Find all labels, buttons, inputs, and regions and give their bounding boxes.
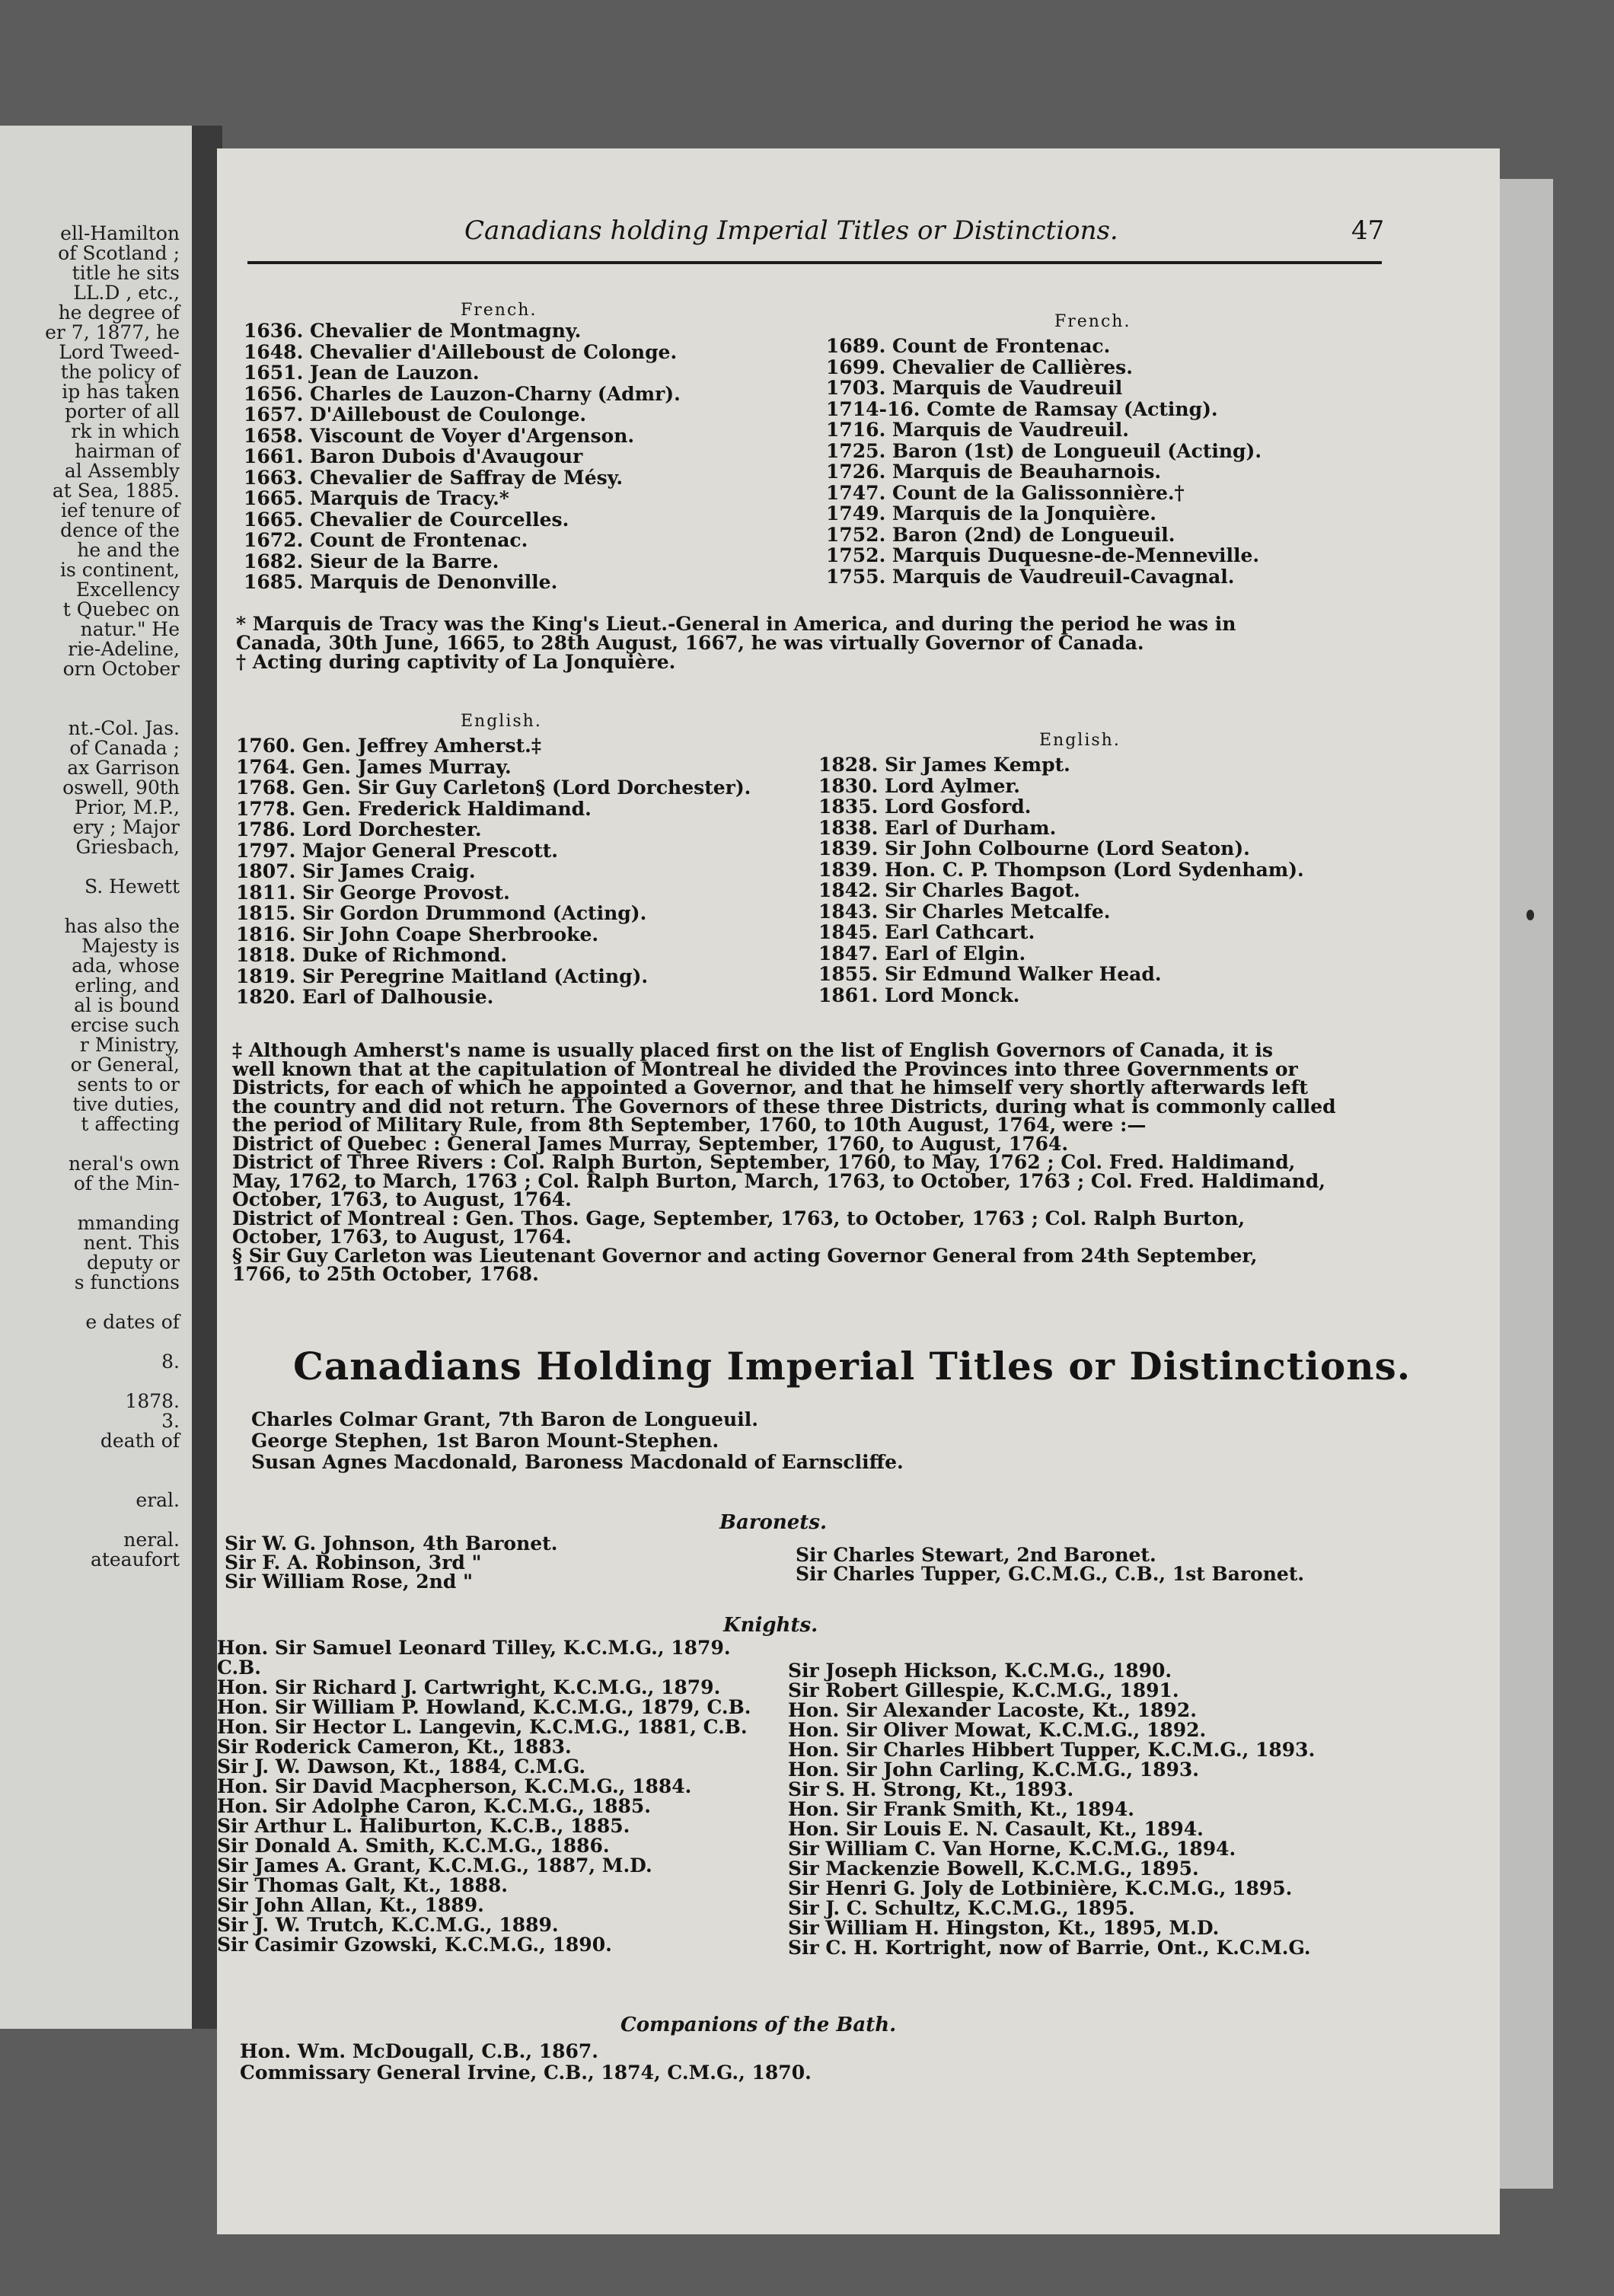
list-item: 1716. Marquis de Vaudreuil. xyxy=(826,419,1129,441)
knight-entry: Hon. Sir Charles Hibbert Tupper, K.C.M.G., 1893. xyxy=(788,1739,1316,1761)
left-page-line: title he sits xyxy=(72,262,180,284)
list-item: 1847. Earl of Elgin. xyxy=(818,942,1026,965)
knight-entry: Sir J. W. Trutch, K.C.M.G., 1889. xyxy=(217,1914,559,1936)
left-page-line: al is bound xyxy=(74,994,180,1016)
knight-entry: Sir Casimir Gzowski, K.C.M.G., 1890. xyxy=(217,1934,612,1956)
knight-entry: Hon. Sir John Carling, K.C.M.G., 1893. xyxy=(788,1759,1200,1781)
list-item: 1755. Marquis de Vaudreuil-Cavagnal. xyxy=(826,565,1235,588)
left-page-line: porter of all xyxy=(65,400,180,423)
baronet-entry: Sir William Rose, 2nd " xyxy=(225,1571,474,1593)
peer-entry: George Stephen, 1st Baron Mount-Stephen. xyxy=(251,1430,719,1452)
left-page-line: nt.-Col. Jas. xyxy=(68,717,180,739)
footnote-line: † Acting during captivity of La Jonquière. xyxy=(236,651,676,673)
left-page-line: eral. xyxy=(136,1489,180,1511)
baronet-entry: Sir Charles Tupper, G.C.M.G., C.B., 1st Baronet. xyxy=(796,1563,1305,1585)
knight-entry: Sir S. H. Strong, Kt., 1893. xyxy=(788,1778,1074,1800)
left-page-line: natur." He xyxy=(80,618,180,640)
left-page-line: of the Min- xyxy=(73,1172,180,1194)
knight-entry: Sir Roderick Cameron, Kt., 1883. xyxy=(217,1736,572,1758)
footnote-line: May, 1762, to March, 1763 ; Col. Ralph Burton, March, 1763, to October, 1763 ; Col. Fred. Haldimand, xyxy=(232,1169,1325,1192)
left-page-line: hairman of xyxy=(75,440,180,462)
companion-entry: Commissary General Irvine, C.B., 1874, C.M.G., 1870. xyxy=(240,2062,812,2084)
left-page-line: 1878. xyxy=(125,1390,180,1412)
left-page-line: ief tenure of xyxy=(60,499,180,521)
list-item: 1760. Gen. Jeffrey Amherst.‡ xyxy=(236,735,541,757)
knight-entry: Sir James A. Grant, K.C.M.G., 1887, M.D. xyxy=(217,1854,652,1877)
footnote-line: * Marquis de Tracy was the King's Lieut.-General in America, and during the period he was in xyxy=(236,613,1236,635)
left-page-line: rk in which xyxy=(71,420,180,442)
footnote-line: the country and did not return. The Governors of these three Districts, during what is commonly called xyxy=(232,1095,1336,1118)
companions-heading: Companions of the Bath. xyxy=(620,2014,897,2036)
section-title: Canadians Holding Imperial Titles or Distinctions. xyxy=(293,1344,1411,1389)
list-item: 1689. Count de Frontenac. xyxy=(826,335,1111,357)
left-page-line: mmanding xyxy=(77,1212,180,1234)
list-item: 1682. Sieur de la Barre. xyxy=(244,550,499,572)
main-page xyxy=(217,148,1500,2234)
list-item: 1820. Earl of Dalhousie. xyxy=(236,986,494,1008)
knight-entry: Hon. Sir Alexander Lacoste, Kt., 1892. xyxy=(788,1699,1197,1721)
list-item: 1842. Sir Charles Bagot. xyxy=(818,879,1080,901)
footnote-line: District of Montreal : Gen. Thos. Gage, September, 1763, to October, 1763 ; Col. Ralph Burton, xyxy=(232,1207,1246,1229)
footnote-line: Districts, for each of which he appointed a Governor, and that he himself very shortly afterwards left xyxy=(232,1076,1308,1099)
left-page-line: neral. xyxy=(123,1529,180,1551)
left-page-line: ercise such xyxy=(70,1014,180,1036)
list-item: 1819. Sir Peregrine Maitland (Acting). xyxy=(236,965,649,987)
footnote-line: the period of Military Rule, from 8th September, 1760, to 10th August, 1764, were :— xyxy=(232,1114,1147,1136)
baronets-heading: Baronets. xyxy=(719,1511,828,1534)
knight-entry: Sir J. C. Schultz, K.C.M.G., 1895. xyxy=(788,1897,1135,1919)
english-right-heading: English. xyxy=(1039,731,1121,750)
list-item: 1651. Jean de Lauzon. xyxy=(244,362,480,384)
list-item: 1845. Earl Cathcart. xyxy=(818,921,1035,943)
knight-entry: Hon. Sir Samuel Leonard Tilley, K.C.M.G., 1879. xyxy=(217,1637,731,1659)
list-item: 1661. Baron Dubois d'Avaugour xyxy=(244,445,583,467)
knights-heading: Knights. xyxy=(723,1614,818,1637)
left-page-line: ada, whose xyxy=(72,955,180,977)
footnote-line: § Sir Guy Carleton was Lieutenant Governor and acting Governor General from 24th September, xyxy=(232,1244,1258,1267)
footnote-line: District of Quebec : General James Murray, September, 1760, to August, 1764. xyxy=(232,1132,1069,1155)
knight-entry: Sir William H. Hingston, Kt., 1895, M.D. xyxy=(788,1917,1220,1939)
list-item: 1838. Earl of Durham. xyxy=(818,816,1057,839)
companion-entry: Hon. Wm. McDougall, C.B., 1867. xyxy=(240,2040,599,2062)
footnote-line: well known that at the capitulation of Montreal he divided the Provinces into three Governments or xyxy=(232,1057,1298,1080)
left-facing-page xyxy=(0,126,192,2029)
knight-entry: Sir Arthur L. Haliburton, K.C.B., 1885. xyxy=(217,1815,630,1837)
list-item: 1818. Duke of Richmond. xyxy=(236,944,508,966)
list-item: 1665. Marquis de Tracy.* xyxy=(244,487,509,509)
left-page-line: Griesbach, xyxy=(75,836,180,858)
baronet-entry: Sir W. G. Johnson, 4th Baronet. xyxy=(225,1532,558,1555)
list-item: 1714-16. Comte de Ramsay (Acting). xyxy=(826,397,1218,420)
knight-entry: Hon. Sir David Macpherson, K.C.M.G., 1884. xyxy=(217,1775,692,1797)
left-page-line: Lord Tweed- xyxy=(59,341,180,363)
list-item: 1839. Hon. C. P. Thompson (Lord Sydenham). xyxy=(818,858,1304,881)
knight-entry: Sir C. H. Kortright, now of Barrie, Ont., K.C.M.G. xyxy=(788,1937,1311,1959)
left-page-line: 8. xyxy=(161,1350,180,1373)
list-item: 1786. Lord Dorchester. xyxy=(236,818,482,840)
left-page-line: orn October xyxy=(62,658,180,680)
left-page-line: he and the xyxy=(77,539,180,561)
french-left-heading: French. xyxy=(461,301,537,320)
baronet-entry: Sir F. A. Robinson, 3rd " xyxy=(225,1551,482,1574)
list-item: 1811. Sir George Provost. xyxy=(236,881,510,904)
knight-entry: Sir Henri G. Joly de Lotbinière, K.C.M.G., 1895. xyxy=(788,1877,1293,1899)
list-item: 1807. Sir James Craig. xyxy=(236,860,476,882)
list-item: 1764. Gen. James Murray. xyxy=(236,755,512,778)
left-page-line: nent. This xyxy=(83,1232,180,1254)
left-page-line: s functions xyxy=(74,1271,180,1293)
peer-entry: Charles Colmar Grant, 7th Baron de Longueuil. xyxy=(251,1408,758,1430)
knight-entry: C.B. xyxy=(217,1657,261,1679)
footnote-line: October, 1763, to August, 1764. xyxy=(232,1188,572,1210)
list-item: 1861. Lord Monck. xyxy=(818,984,1020,1006)
knight-entry: Hon. Sir Louis E. N. Casault, Kt., 1894. xyxy=(788,1818,1204,1840)
list-item: 1725. Baron (1st) de Longueuil (Acting). xyxy=(826,439,1262,462)
left-page-line: t Quebec on xyxy=(62,598,180,620)
left-page-line: death of xyxy=(100,1430,180,1452)
list-item: 1656. Charles de Lauzon-Charny (Admr). xyxy=(244,382,681,405)
knight-entry: Sir Thomas Galt, Kt., 1888. xyxy=(217,1874,508,1896)
list-item: 1816. Sir John Coape Sherbrooke. xyxy=(236,923,599,946)
header-rule xyxy=(247,261,1382,264)
footnote-line: 1766, to 25th October, 1768. xyxy=(232,1263,539,1285)
list-item: 1657. D'Ailleboust de Coulonge. xyxy=(244,403,587,426)
list-item: 1636. Chevalier de Montmagny. xyxy=(244,320,582,342)
left-page-line: ax Garrison xyxy=(67,757,180,779)
list-item: 1752. Baron (2nd) de Longueuil. xyxy=(826,523,1175,546)
left-page-line: deputy or xyxy=(86,1252,180,1274)
left-page-line: the policy of xyxy=(60,361,180,383)
list-item: 1843. Sir Charles Metcalfe. xyxy=(818,900,1111,923)
left-page-line: Prior, M.P., xyxy=(74,796,180,818)
knight-entry: Sir Donald A. Smith, K.C.M.G., 1886. xyxy=(217,1835,610,1857)
left-page-line: t affecting xyxy=(81,1113,180,1135)
list-item: 1855. Sir Edmund Walker Head. xyxy=(818,963,1162,985)
left-page-line: ery ; Major xyxy=(72,816,180,838)
left-page-line: 3. xyxy=(161,1410,180,1432)
speck-mark xyxy=(1526,910,1534,920)
left-page-line: of Scotland ; xyxy=(58,242,180,264)
knight-entry: Sir John Allan, Kt., 1889. xyxy=(217,1894,484,1916)
knight-entry: Sir Robert Gillespie, K.C.M.G., 1891. xyxy=(788,1679,1179,1701)
knight-entry: Hon. Sir Richard J. Cartwright, K.C.M.G., 1879. xyxy=(217,1676,721,1698)
footnote-line: October, 1763, to August, 1764. xyxy=(232,1226,572,1248)
list-item: 1778. Gen. Frederick Haldimand. xyxy=(236,797,592,820)
knight-entry: Hon. Sir Adolphe Caron, K.C.M.G., 1885. xyxy=(217,1795,651,1817)
left-page-line: e dates of xyxy=(85,1311,180,1333)
list-item: 1839. Sir John Colbourne (Lord Seaton). xyxy=(818,837,1250,859)
list-item: 1752. Marquis Duquesne-de-Menneville. xyxy=(826,544,1260,566)
left-page-line: S. Hewett xyxy=(84,875,180,898)
list-item: 1703. Marquis de Vaudreuil xyxy=(826,377,1123,399)
list-item: 1830. Lord Aylmer. xyxy=(818,774,1020,797)
list-item: 1726. Marquis de Beauharnois. xyxy=(826,461,1162,483)
list-item: 1797. Major General Prescott. xyxy=(236,839,559,862)
list-item: 1815. Sir Gordon Drummond (Acting). xyxy=(236,902,647,924)
french-right-heading: French. xyxy=(1054,312,1131,331)
footnote-line: ‡ Although Amherst's name is usually placed first on the list of English Governors of Canada, it is xyxy=(232,1039,1273,1061)
list-item: 1685. Marquis de Denonville. xyxy=(244,571,558,593)
english-left-heading: English. xyxy=(461,712,542,731)
left-page-line: er 7, 1877, he xyxy=(45,321,180,343)
left-page-line: sents to or xyxy=(77,1073,180,1095)
left-page-line: ip has taken xyxy=(62,381,180,403)
left-page-line: neral's own xyxy=(69,1153,180,1175)
peer-entry: Susan Agnes Macdonald, Baroness Macdonald of Earnscliffe. xyxy=(251,1451,904,1473)
knight-entry: Hon. Sir Frank Smith, Kt., 1894. xyxy=(788,1798,1134,1820)
left-page-line: tive duties, xyxy=(72,1093,180,1115)
list-item: 1749. Marquis de la Jonquière. xyxy=(826,502,1156,525)
left-page-line: al Assembly xyxy=(64,460,180,482)
list-item: 1768. Gen. Sir Guy Carleton§ (Lord Dorchester). xyxy=(236,776,751,799)
knight-entry: Hon. Sir William P. Howland, K.C.M.G., 1879, C.B. xyxy=(217,1696,751,1718)
list-item: 1648. Chevalier d'Ailleboust de Colonge. xyxy=(244,340,678,363)
left-page-line: has also the xyxy=(64,915,180,937)
knight-entry: Sir William C. Van Horne, K.C.M.G., 1894. xyxy=(788,1838,1236,1860)
left-page-line: Excellency xyxy=(75,579,180,601)
left-page-line: oswell, 90th xyxy=(62,776,180,799)
list-item: 1699. Chevalier de Callières. xyxy=(826,356,1133,378)
running-header: Canadians holding Imperial Titles or Distinctions. xyxy=(464,215,1118,246)
list-item: 1663. Chevalier de Saffray de Mésy. xyxy=(244,466,624,489)
footnote-line: District of Three Rivers : Col. Ralph Burton, September, 1760, to May, 1762 ; Col. Fred. Haldimand, xyxy=(232,1151,1296,1173)
list-item: 1665. Chevalier de Courcelles. xyxy=(244,508,569,531)
left-page-line: LL.D , etc., xyxy=(73,282,180,304)
left-page-line: he degree of xyxy=(58,301,180,324)
left-page-line: or General, xyxy=(70,1054,180,1076)
left-page-line: of Canada ; xyxy=(69,737,180,759)
knight-entry: Sir Joseph Hickson, K.C.M.G., 1890. xyxy=(788,1660,1172,1682)
list-item: 1747. Count de la Galissonnière.† xyxy=(826,481,1185,504)
left-page-line: at Sea, 1885. xyxy=(52,480,180,502)
page-edge xyxy=(1500,179,1553,2189)
page-number: 47 xyxy=(1351,215,1385,246)
left-page-line: Majesty is xyxy=(81,935,180,957)
left-page-line: dence of the xyxy=(60,519,180,541)
left-page-line: rie-Adeline, xyxy=(68,638,180,660)
list-item: 1828. Sir James Kempt. xyxy=(818,754,1070,776)
knight-entry: Hon. Sir Oliver Mowat, K.C.M.G., 1892. xyxy=(788,1719,1207,1741)
left-page-line: ateaufort xyxy=(90,1548,180,1571)
knight-entry: Sir J. W. Dawson, Kt., 1884, C.M.G. xyxy=(217,1755,586,1778)
baronet-entry: Sir Charles Stewart, 2nd Baronet. xyxy=(796,1544,1156,1566)
knight-entry: Hon. Sir Hector L. Langevin, K.C.M.G., 1881, C.B. xyxy=(217,1716,748,1738)
knight-entry: Sir Mackenzie Bowell, K.C.M.G., 1895. xyxy=(788,1858,1199,1880)
list-item: 1672. Count de Frontenac. xyxy=(244,529,528,551)
left-page-line: erling, and xyxy=(75,974,180,997)
left-page-line: r Ministry, xyxy=(79,1034,180,1056)
left-page-line: ell-Hamilton xyxy=(60,222,180,244)
list-item: 1658. Viscount de Voyer d'Argenson. xyxy=(244,424,635,447)
list-item: 1835. Lord Gosford. xyxy=(818,796,1032,818)
left-page-line: is continent, xyxy=(60,559,180,581)
footnote-line: Canada, 30th June, 1665, to 28th August, 1667, he was virtually Governor of Canada. xyxy=(236,632,1144,654)
